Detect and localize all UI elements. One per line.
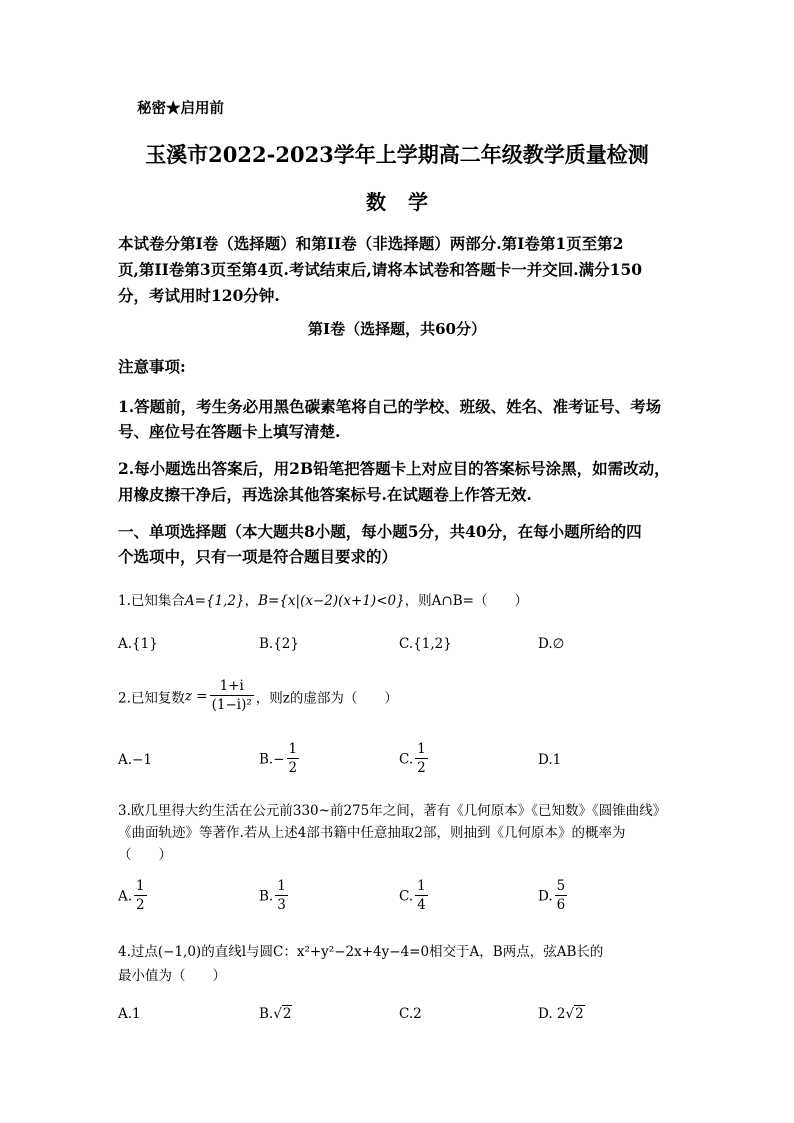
q4-option-c: C.2 (399, 1006, 422, 1022)
part1-line-1: 一、单项选择题（本大题共8小题，每小题5分，共40分，在每小题所给的四 (118, 522, 642, 541)
intro-line-3: 分，考试用时120分钟. (118, 286, 280, 305)
q2-option-b-prefix: B.− (259, 751, 285, 768)
note-2-line-1: 2.每小题选出答案后，用2B铅笔把答题卡上对应目的答案标号涂黑，如需改动， (118, 459, 670, 478)
q3-option-c-fraction (415, 878, 428, 915)
note-1-line-2: 号、座位号在答题卡上填写清楚. (118, 422, 341, 441)
note-1-line-1: 1.答题前，考生务必用黑色碳素笔将自己的学校、班级、姓名、准考证号、考场 (118, 397, 662, 416)
q3-option-d-num: 5 (556, 878, 566, 894)
q3-option-c-num: 1 (417, 878, 426, 894)
q2-option-c-num: 1 (417, 741, 426, 757)
note-2-line-2: 用橡皮擦干净后，再选涂其他答案标号.在试题卷上作答无效. (118, 485, 532, 504)
sqrt-icon: √2 (273, 1006, 292, 1022)
q4-option-d (538, 1006, 585, 1022)
q4-option-b-prefix: B. (259, 1006, 274, 1022)
q3-option-a-fraction (134, 878, 147, 915)
q3-option-b-fraction (275, 878, 288, 915)
q1-option-c: C.{1,2} (399, 636, 452, 652)
q1-prefix: 1.已知集合 (118, 593, 185, 609)
subject-title: 数学 (366, 190, 450, 214)
q2-fraction (210, 678, 254, 715)
q3-option-b-num: 1 (277, 878, 286, 894)
q2-option-d: D.1 (538, 752, 562, 768)
q4-option-d-radicand: 2 (575, 1006, 584, 1022)
q2-ask: ，则z的虚部为（ ） (255, 690, 398, 707)
q3-option-a (118, 878, 149, 915)
q2-option-b-num: 1 (288, 741, 298, 757)
q4-line-2: 最小值为（ ） (118, 968, 226, 984)
q1-ask: ，则A∩B=（ ） (404, 593, 528, 609)
q1-option-b: B.{2} (259, 636, 299, 652)
q1-set-a: A={1,2} (184, 593, 245, 609)
q3-option-b (259, 878, 290, 915)
q2-option-c-den: 2 (417, 760, 426, 776)
notes-heading: 注意事项: (118, 357, 186, 376)
q4-line-1: 4.过点(−1,0)的直线l与圆C：x²+y²−2x+4y−4=0相交于A，B两点，弦AB长的 (118, 944, 604, 960)
intro-line-1: 本试卷分第I卷（选择题）和第II卷（非选择题）两部分.第I卷第1页至第2 (118, 234, 624, 253)
q2-numerator: 1+i (210, 678, 254, 696)
question-1: 1.已知集合A={1,2}，B={x|(x−2)(x+1)<0}，则A∩B=（ ） (118, 593, 528, 609)
q3-option-c (399, 878, 430, 915)
q3-option-d-prefix: D. (538, 888, 553, 905)
q1-option-d: D.∅ (538, 636, 565, 652)
q4-option-b (259, 1006, 292, 1022)
section-title: 第I卷（选择题，共60分） (308, 320, 486, 338)
exam-title: 玉溪市2022-2023学年上学期高二年级教学质量检测 (145, 142, 649, 167)
part1-line-2: 个选项中，只有一项是符合题目要求的） (118, 547, 398, 566)
secret-label: 秘密★启用前 (137, 100, 224, 117)
q1-option-a: A.{1} (118, 636, 158, 652)
q2-z-eq: z = (184, 688, 208, 705)
q3-option-d-fraction (555, 878, 568, 915)
q3-option-b-den: 3 (277, 897, 286, 913)
q2-option-a: A.−1 (118, 752, 152, 768)
q2-option-c (399, 741, 430, 778)
q4-option-d-prefix: D. 2 (538, 1006, 566, 1022)
intro-line-2: 页,第II卷第3页至第4页.考试结束后,请将本试卷和答题卡一并交回.满分150 (118, 260, 643, 279)
q3-option-d (538, 878, 569, 915)
question-2 (118, 678, 398, 715)
q3-option-d-den: 6 (556, 897, 566, 913)
q3-line-2: 《曲面轨迹》等著作.若从上述4部书籍中任意抽取2部，则抽到《几何原本》的概率为 (118, 825, 626, 841)
q3-option-a-prefix: A. (118, 888, 133, 905)
q2-option-b-den: 2 (288, 760, 298, 776)
sqrt-icon: √2 (565, 1006, 584, 1022)
q2-option-b-fraction (287, 741, 300, 778)
q3-option-a-num: 1 (136, 878, 145, 894)
q2-option-c-prefix: C. (399, 751, 414, 768)
q2-denominator: (1−i)² (211, 697, 252, 713)
q3-option-a-den: 2 (136, 897, 145, 913)
q2-option-c-fraction (415, 741, 428, 778)
q4-option-b-radicand: 2 (282, 1006, 292, 1022)
q1-set-b: B={x|(x−2)(x+1)<0} (258, 593, 405, 609)
q4-option-a: A.1 (118, 1006, 141, 1022)
q3-option-c-prefix: C. (399, 888, 414, 905)
q3-line-1: 3.欧几里得大约生活在公元前330~前275年之间，著有《几何原本》《已知数》《圆锥曲线》 (118, 803, 667, 819)
q3-option-b-prefix: B. (259, 888, 274, 905)
q3-option-c-den: 4 (417, 897, 426, 913)
q2-option-b (259, 741, 301, 778)
q3-line-3: （ ） (118, 847, 172, 863)
q2-prefix: 2.已知复数 (118, 690, 185, 707)
